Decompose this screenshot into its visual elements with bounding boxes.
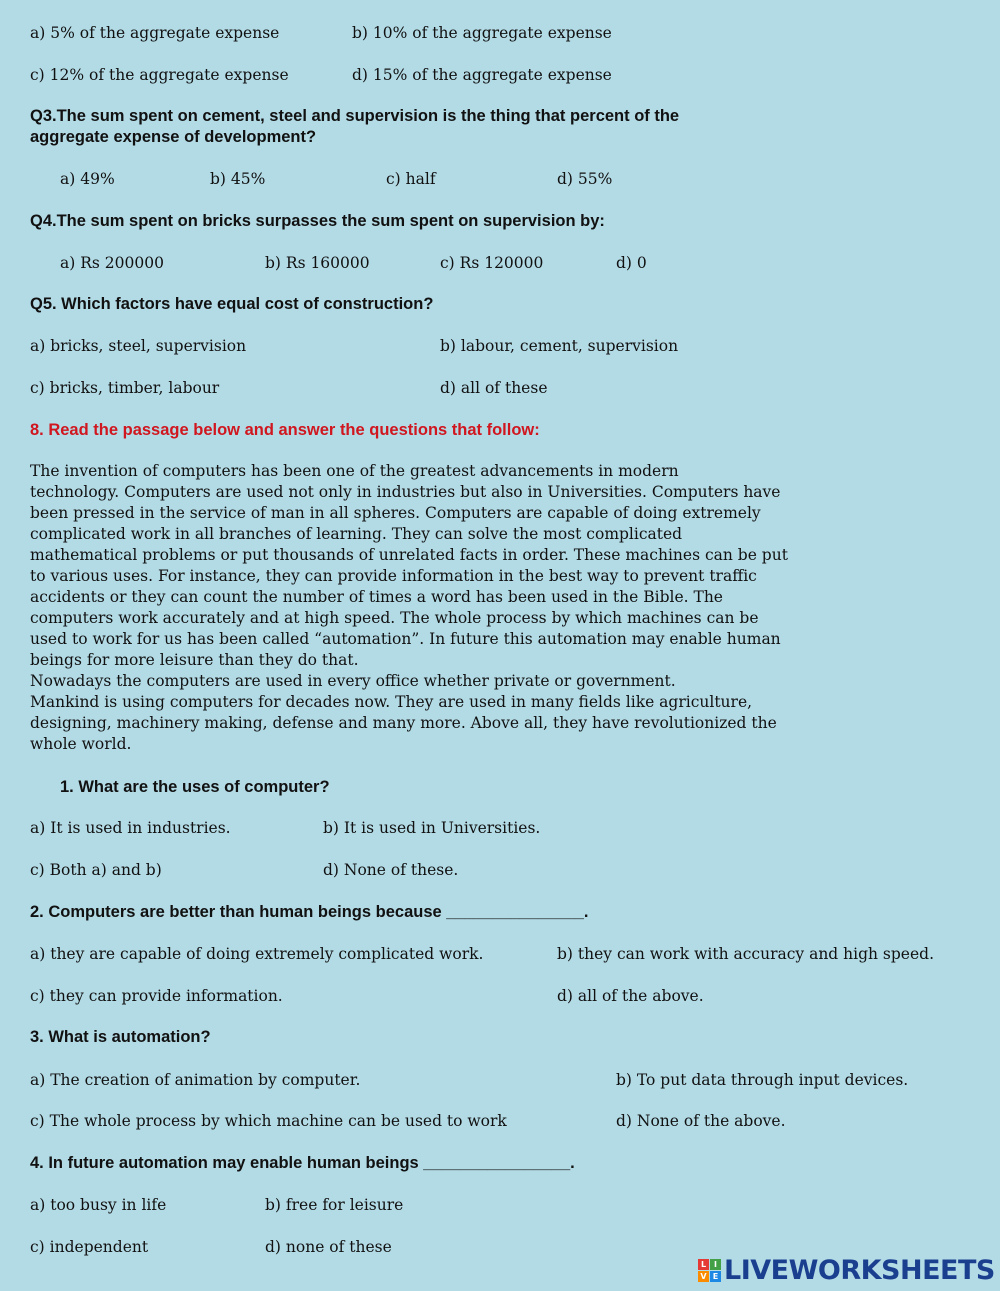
pq4-option-c[interactable]: c) independent <box>30 1238 149 1256</box>
pq3-option-b[interactable]: b) To put data through input devices. <box>616 1071 909 1089</box>
pq1-question: 1. What are the uses of computer? <box>60 778 330 796</box>
pq3-option-d[interactable]: d) None of the above. <box>616 1112 786 1130</box>
q5-option-c[interactable]: c) bricks, timber, labour <box>30 379 220 397</box>
q3-question-line2: aggregate expense of development? <box>30 128 317 146</box>
q5-question: Q5. Which factors have equal cost of construction? <box>30 295 434 313</box>
q5-option-a[interactable]: a) bricks, steel, supervision <box>30 337 247 355</box>
q4-option-d[interactable]: d) 0 <box>616 254 647 272</box>
liveworksheets-logo-text: LIVEWORKSHEETS <box>724 1254 995 1286</box>
pq1-option-c[interactable]: c) Both a) and b) <box>30 861 162 879</box>
q3-option-d[interactable]: d) 55% <box>557 170 613 188</box>
q3-question-line1: Q3.The sum spent on cement, steel and supervision is the thing that percent of the <box>30 107 680 125</box>
pq4-question: 4. In future automation may enable human beings ________________. <box>30 1154 575 1172</box>
logo-icon-tile-v: V <box>698 1271 709 1282</box>
pq2-option-c[interactable]: c) they can provide information. <box>30 987 283 1005</box>
q2-option-a[interactable]: a) 5% of the aggregate expense <box>30 24 280 42</box>
q2-option-c[interactable]: c) 12% of the aggregate expense <box>30 66 289 84</box>
q5-option-b[interactable]: b) labour, cement, supervision <box>440 337 679 355</box>
pq2-option-b[interactable]: b) they can work with accuracy and high speed. <box>557 945 935 963</box>
logo-icon-tile-l: L <box>698 1259 709 1270</box>
q4-option-b[interactable]: b) Rs 160000 <box>265 254 370 272</box>
q5-option-d[interactable]: d) all of these <box>440 379 548 397</box>
q4-option-a[interactable]: a) Rs 200000 <box>60 254 164 272</box>
logo-icon-tile-i: I <box>710 1259 721 1270</box>
pq4-option-b[interactable]: b) free for leisure <box>265 1196 404 1214</box>
pq1-option-a[interactable]: a) It is used in industries. <box>30 819 231 837</box>
pq2-option-a[interactable]: a) they are capable of doing extremely complicated work. <box>30 945 484 963</box>
q2-option-d[interactable]: d) 15% of the aggregate expense <box>352 66 612 84</box>
pq3-question: 3. What is automation? <box>30 1028 211 1046</box>
q4-question: Q4.The sum spent on bricks surpasses the sum spent on supervision by: <box>30 212 605 230</box>
liveworksheets-logo-icon <box>698 1259 721 1282</box>
pq3-option-a[interactable]: a) The creation of animation by computer. <box>30 1071 361 1089</box>
pq2-option-d[interactable]: d) all of the above. <box>557 987 704 1005</box>
pq1-option-b[interactable]: b) It is used in Universities. <box>323 819 541 837</box>
q3-option-c[interactable]: c) half <box>386 170 436 188</box>
q4-option-c[interactable]: c) Rs 120000 <box>440 254 544 272</box>
liveworksheets-logo <box>698 1254 995 1286</box>
pq3-option-c[interactable]: c) The whole process by which machine can be used to work <box>30 1112 507 1130</box>
q3-option-a[interactable]: a) 49% <box>60 170 115 188</box>
q2-option-b[interactable]: b) 10% of the aggregate expense <box>352 24 612 42</box>
pq4-option-a[interactable]: a) too busy in life <box>30 1196 167 1214</box>
pq2-question: 2. Computers are better than human beings because _______________. <box>30 903 589 921</box>
reading-passage: The invention of computers has been one of the greatest advancements in modern technology. Computers are used not only in industries but also in Universities. Computers have been pressed in the service of man in all spheres. Computers are capable of doing extremely complicated work in all branches of learning. They can solve the most complicated mathematical problems or put thousands of unrelated facts in order. These machines can be put to various uses. For instance, they can provide information in the best way to prevent traffic accidents or they can count the number of times a word has been used in the Bible. The computers work accurately and at high speed. The whole process by which machines can be used to work for us has been called “automation”. In future this automation may enable human beings for more leisure than they do that. Nowadays the computers are used in every office whether private or government. Mankind is using computers for decades now. They are used in many fields like agriculture, designing, machinery making, defense and many more. Above all, they have revolutionized the whole world. <box>30 462 788 753</box>
q3-option-b[interactable]: b) 45% <box>210 170 266 188</box>
pq1-option-d[interactable]: d) None of these. <box>323 861 459 879</box>
logo-icon-tile-e: E <box>710 1271 721 1282</box>
section-8-heading: 8. Read the passage below and answer the questions that follow: <box>30 421 540 439</box>
pq4-option-d[interactable]: d) none of these <box>265 1238 392 1256</box>
